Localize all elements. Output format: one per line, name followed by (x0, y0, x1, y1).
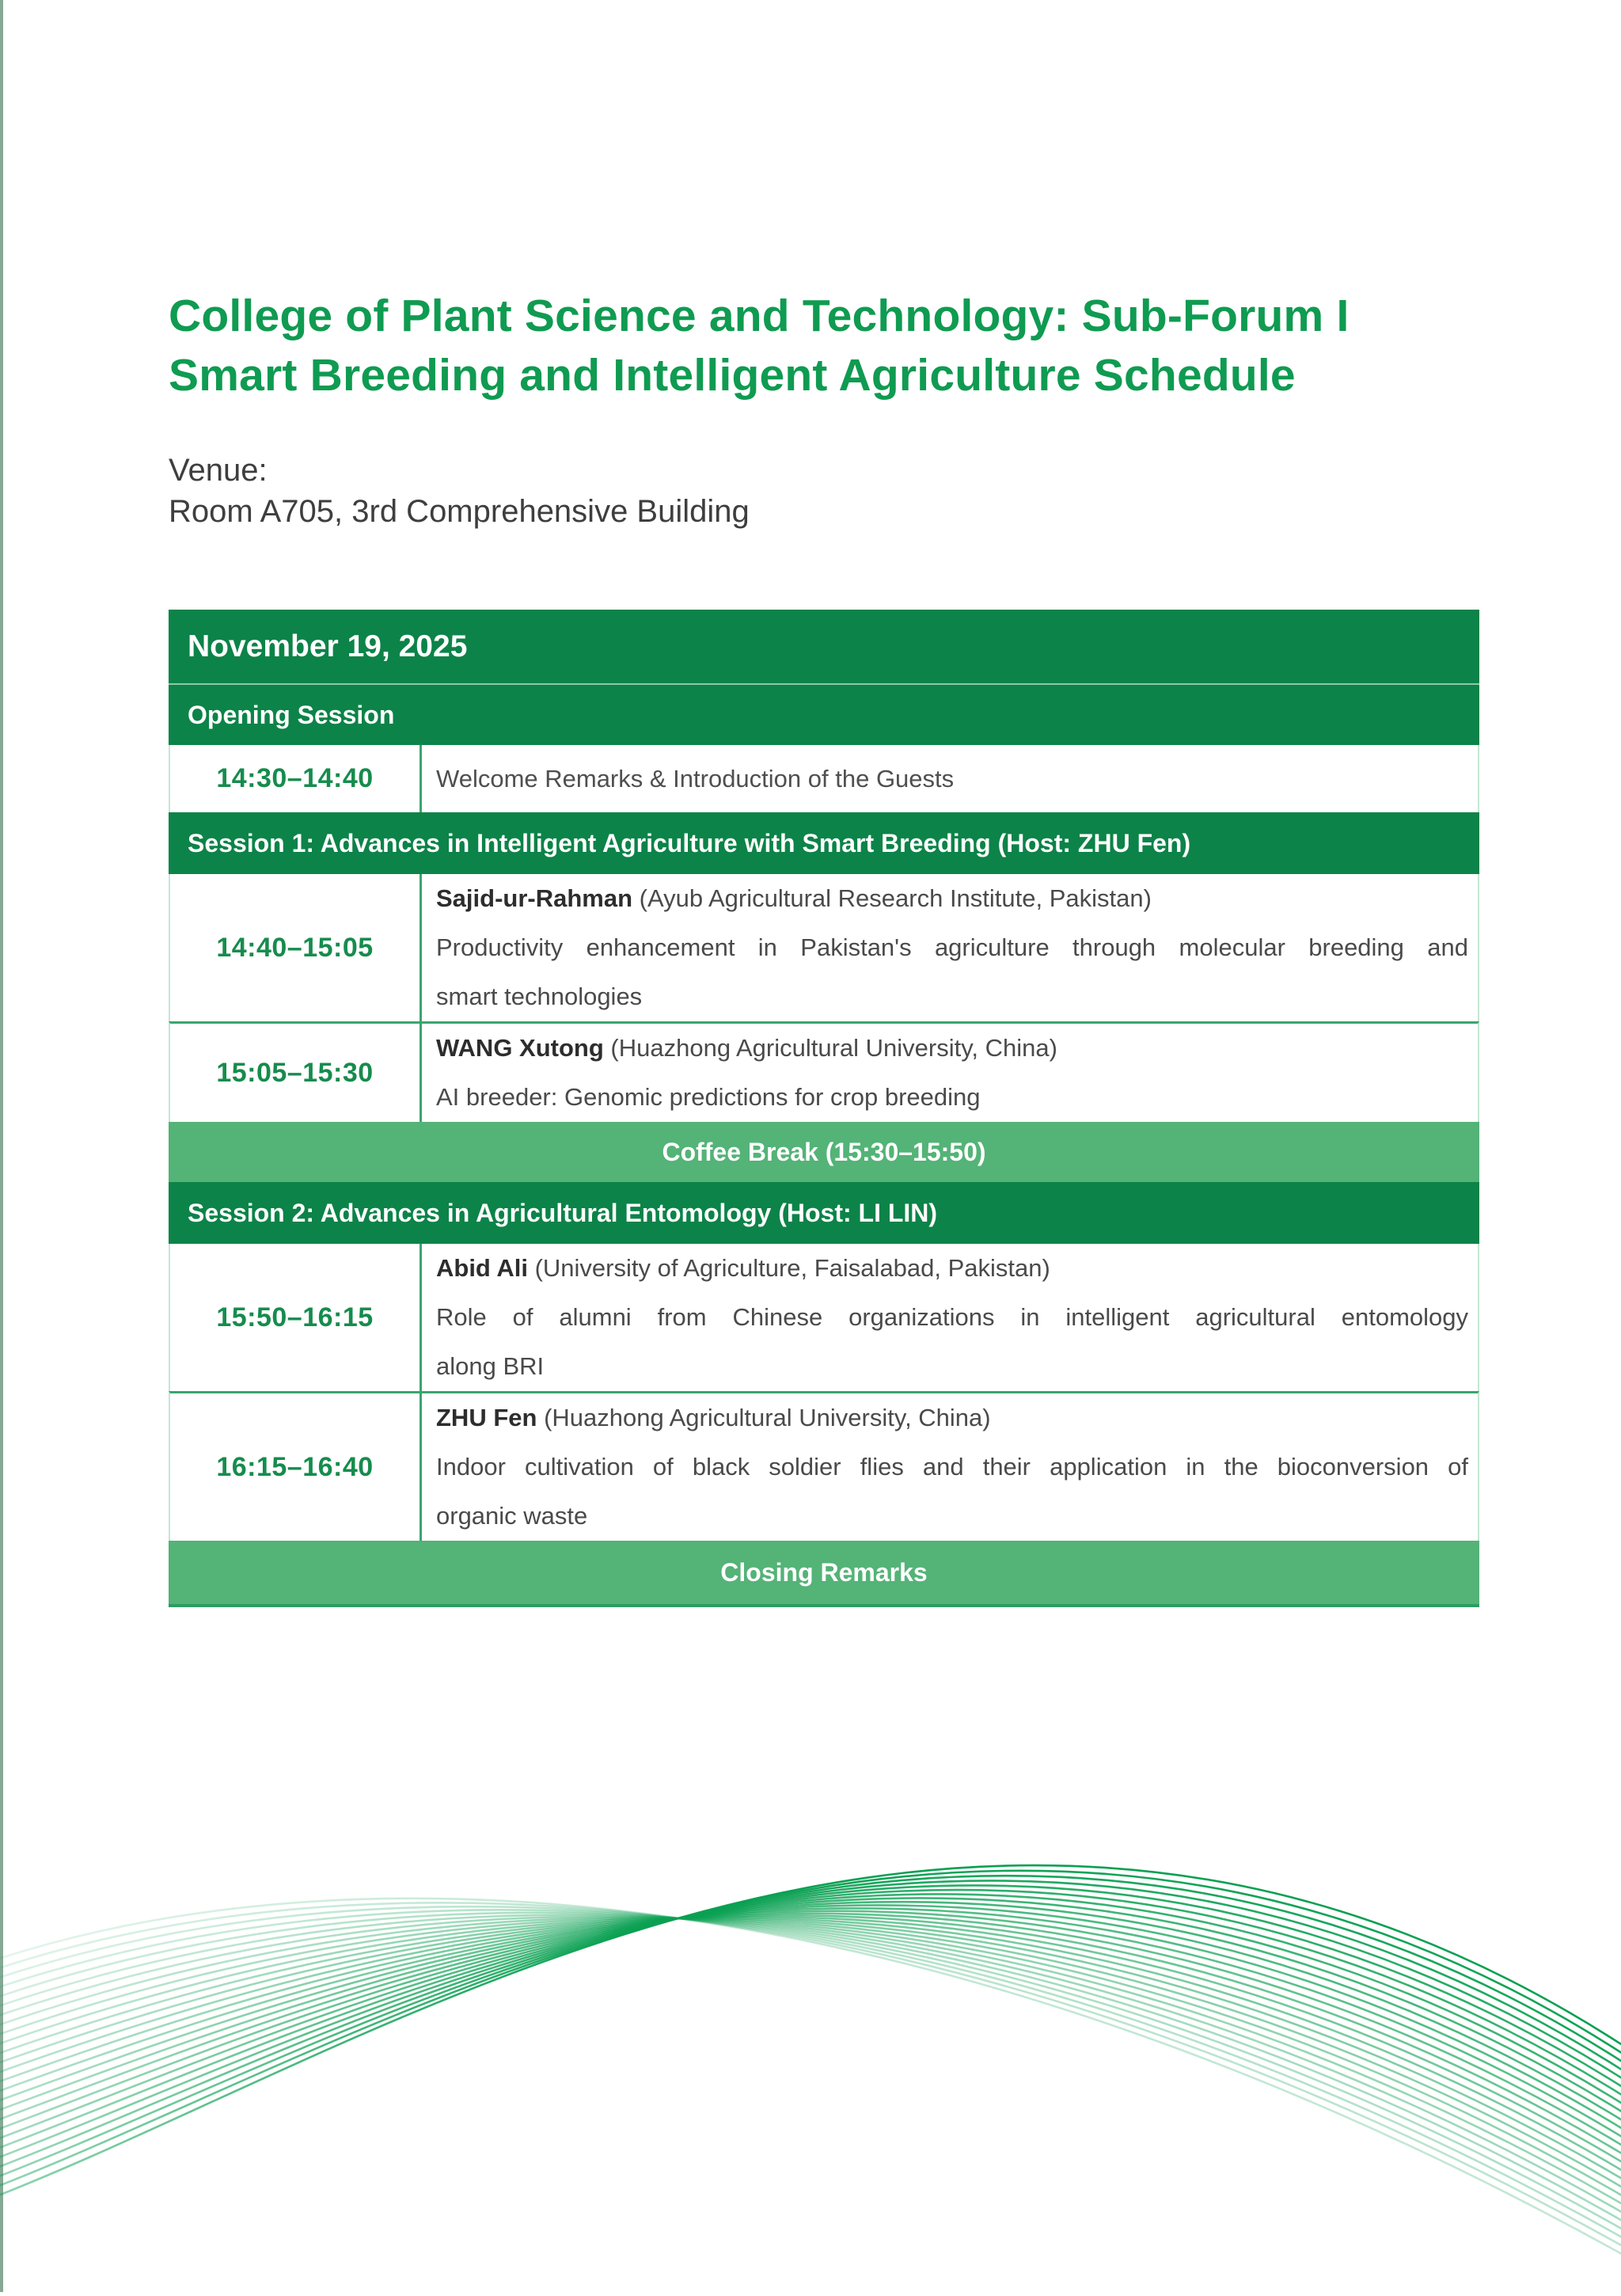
talk-title-line: along BRI (436, 1352, 545, 1380)
speaker-affiliation: (University of Agriculture, Faisalabad, Pakistan) (534, 1254, 1050, 1282)
talk-title (436, 1443, 1468, 1541)
schedule-table (169, 610, 1479, 1607)
talk-title-line: AI breeder: Genomic predictions for crop breeding (436, 1083, 981, 1111)
closing-remarks-banner: Closing Remarks (169, 1541, 1479, 1607)
talk-title-line: smart technologies (436, 983, 643, 1010)
talk-title-line: Indoor cultivation of black soldier flies and their application in the bioconversion of (436, 1453, 1468, 1481)
talk-cell (422, 1393, 1478, 1541)
talk-title-line: Role of alumni from Chinese organizations in intelligent agricultural entomology (436, 1303, 1468, 1331)
time-cell: 15:05–15:30 (170, 1024, 422, 1122)
time-cell: 15:50–16:15 (170, 1244, 422, 1391)
section-header-opening: Opening Session (169, 683, 1479, 745)
section-header-session1: Session 1: Advances in Intelligent Agriculture with Smart Breeding (Host: ZHU Fen) (169, 812, 1479, 874)
date-header: November 19, 2025 (169, 610, 1479, 683)
wave-decoration (0, 1797, 1621, 2292)
talk-title (436, 1293, 1468, 1391)
section-header-session2: Session 2: Advances in Agricultural Entomology (Host: LI LIN) (169, 1182, 1479, 1244)
wave-lines-graphic (0, 1797, 1621, 2292)
time-cell: 14:40–15:05 (170, 874, 422, 1021)
event-cell: Welcome Remarks & Introduction of the Guests (436, 764, 955, 793)
page-title (169, 287, 1479, 405)
talk-title-line: organic waste (436, 1502, 588, 1530)
table-row-opening (169, 745, 1479, 812)
time-cell: 14:30–14:40 (170, 745, 422, 812)
venue-value: Room A705, 3rd Comprehensive Building (169, 494, 750, 529)
speaker-affiliation: (Huazhong Agricultural University, China) (544, 1404, 991, 1431)
talk-title (436, 1073, 1468, 1122)
speaker-name: ZHU Fen (436, 1404, 537, 1431)
speaker-line (436, 1393, 1468, 1443)
page-edge-line (0, 0, 3, 2292)
page-title-line-1: College of Plant Science and Technology: Sub-Forum I (169, 291, 1350, 341)
table-row-talk (169, 874, 1479, 1021)
document-content (169, 0, 1479, 1607)
talk-cell (422, 1244, 1478, 1391)
talk-cell (422, 874, 1478, 1021)
page-title-line-2: Smart Breeding and Intelligent Agriculture Schedule (169, 350, 1296, 401)
speaker-line (436, 1244, 1468, 1293)
table-row-talk (169, 1391, 1479, 1541)
coffee-break-banner: Coffee Break (15:30–15:50) (169, 1122, 1479, 1182)
speaker-affiliation: (Huazhong Agricultural University, China) (610, 1034, 1057, 1062)
table-row-talk (169, 1244, 1479, 1391)
talk-cell (422, 1024, 1478, 1122)
speaker-line (436, 1024, 1468, 1073)
time-cell: 16:15–16:40 (170, 1393, 422, 1541)
speaker-name: Abid Ali (436, 1254, 528, 1282)
table-row-talk (169, 1021, 1479, 1122)
speaker-name: WANG Xutong (436, 1034, 604, 1062)
talk-title (436, 923, 1468, 1021)
talk-title-line: Productivity enhancement in Pakistan's agriculture through molecular breeding and (436, 933, 1468, 961)
venue-block (169, 450, 1479, 532)
speaker-line (436, 874, 1468, 923)
speaker-affiliation: (Ayub Agricultural Research Institute, Pakistan) (639, 884, 1152, 912)
venue-label: Venue: (169, 453, 268, 488)
speaker-name: Sajid-ur-Rahman (436, 884, 633, 912)
